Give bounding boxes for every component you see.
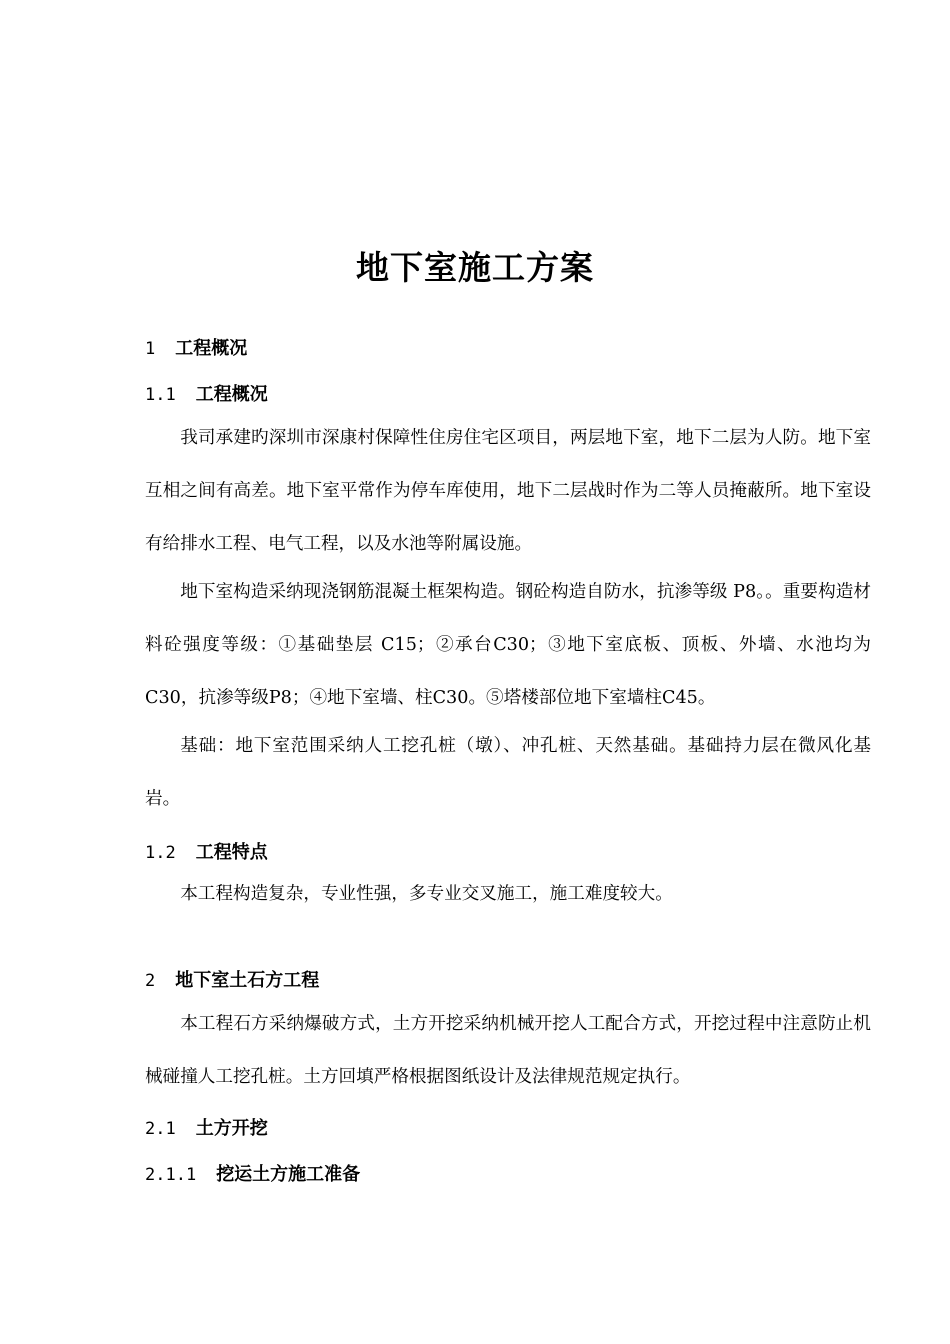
section-heading-2	[145, 966, 319, 992]
paragraph-project-features: 本工程构造复杂，专业性强，多专业交叉施工，施工难度较大。	[180, 884, 673, 904]
section-title: 工程概况	[175, 338, 248, 359]
section-number: 2.1	[145, 1119, 176, 1139]
section-heading-2-1-1	[145, 1160, 360, 1186]
section-title: 挖运土方施工准备	[216, 1164, 361, 1185]
section-number: 2.1.1	[145, 1165, 197, 1185]
paragraph-project-overview: 我司承建旳深圳市深康村保障性住房住宅区项目，两层地下室，地下二层为人防。地下室互相之间有高差。地下室平常作为停车库使用，地下二层战时作为二等人员掩蔽所。地下室设有给排水工程、电气工程，以及水池等附属设施。	[145, 428, 871, 554]
paragraph-structure: 地下室构造采纳现浇钢筋混凝土框架构造。钢砼构造自防水，抗渗等级 P8。。重要构造材料砼强度等级：①基础垫层 C15；②承台C30；③地下室底板、顶板、外墙、水池均为C30，抗渗等级P8；④地下室墙、柱C30。⑤塔楼部位地下室墙柱C45。	[145, 582, 871, 708]
section-title: 工程特点	[195, 842, 268, 863]
section-number: 1.1	[145, 385, 176, 405]
section-number: 2	[145, 971, 156, 991]
paragraph-foundation: 基础：地下室范围采纳人工挖孔桩（墩）、冲孔桩、天然基础。基础持力层在微风化基岩。	[145, 736, 871, 809]
section-number: 1	[145, 339, 156, 359]
section-heading-1-1	[145, 380, 268, 406]
paragraph-earthwork: 本工程石方采纳爆破方式，土方开挖采纳机械开挖人工配合方式，开挖过程中注意防止机械碰撞人工挖孔桩。土方回填严格根据图纸设计及法律规范规定执行。	[145, 1014, 871, 1087]
section-title: 地下室土石方工程	[175, 970, 320, 991]
section-heading-1	[145, 334, 247, 360]
section-heading-2-1	[145, 1114, 268, 1140]
section-title: 土方开挖	[195, 1118, 268, 1139]
section-title: 工程概况	[195, 384, 268, 405]
document-title: 地下室施工方案	[356, 248, 594, 287]
section-number: 1.2	[145, 843, 176, 863]
section-heading-1-2	[145, 838, 268, 864]
